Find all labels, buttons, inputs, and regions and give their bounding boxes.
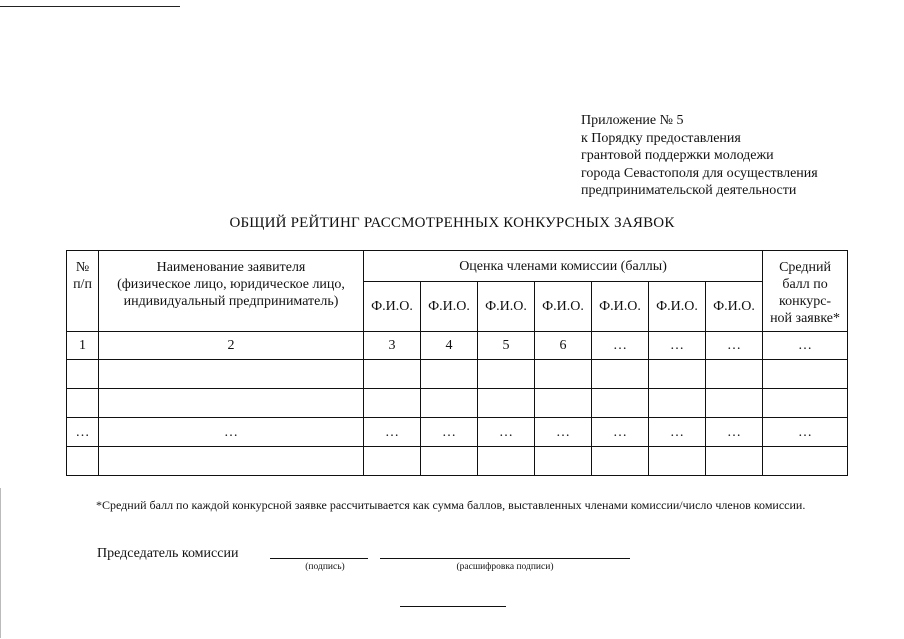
table-cell: 4 xyxy=(421,332,478,360)
top-rule xyxy=(0,6,180,7)
appendix-line: Приложение № 5 xyxy=(581,113,684,128)
table-cell: … xyxy=(763,332,848,360)
table-cell xyxy=(421,360,478,389)
table-cell xyxy=(99,389,364,418)
table-cell xyxy=(649,389,706,418)
header-fio-cell: Ф.И.О. xyxy=(478,282,535,332)
table-cell xyxy=(67,389,99,418)
table-row-ellipsis xyxy=(67,418,848,447)
table-cell: … xyxy=(592,332,649,360)
header-applicant-line: индивидуальный предприниматель) xyxy=(123,294,339,309)
signature-decode-caption: (расшифровка подписи) xyxy=(456,562,554,572)
header-applicant-line: (физическое лицо, юридическое лицо, xyxy=(117,277,345,292)
chair-label: Председатель комиссии xyxy=(97,546,239,561)
table-cell xyxy=(763,389,848,418)
table-cell xyxy=(592,447,649,476)
header-number-line: № xyxy=(75,260,90,275)
table-cell xyxy=(67,447,99,476)
appendix-line: к Порядку предоставления xyxy=(581,130,741,146)
header-fio-cell: Ф.И.О. xyxy=(364,282,421,332)
table-cell: 3 xyxy=(364,332,421,360)
header-average-line: конкурс- xyxy=(779,294,832,309)
table-cell xyxy=(364,389,421,418)
table-row xyxy=(67,360,848,389)
table-cell: 6 xyxy=(535,332,592,360)
header-average-cell xyxy=(763,251,848,332)
table-cell: 2 xyxy=(99,332,364,360)
header-fio-cell: Ф.И.О. xyxy=(706,282,763,332)
header-fio-cell: Ф.И.О. xyxy=(535,282,592,332)
table-cell: … xyxy=(649,418,706,447)
table-cell xyxy=(535,360,592,389)
header-fio-cell: Ф.И.О. xyxy=(592,282,649,332)
appendix-line: города Севастополя для осуществления xyxy=(581,165,818,181)
table-cell xyxy=(763,447,848,476)
table-cell xyxy=(706,360,763,389)
table-row xyxy=(67,389,848,418)
table-cell xyxy=(421,447,478,476)
table-cell xyxy=(364,360,421,389)
header-applicant-line: Наименование заявителя xyxy=(156,260,306,275)
header-fio-cell: Ф.И.О. xyxy=(649,282,706,332)
table-cell xyxy=(478,447,535,476)
table-cell xyxy=(364,447,421,476)
appendix-line: грантовой поддержки молодежи xyxy=(581,148,774,163)
table-cell xyxy=(67,360,99,389)
table-cell: … xyxy=(763,418,848,447)
rating-table xyxy=(66,250,848,476)
header-average-line: Средний xyxy=(779,260,832,275)
table-cell: … xyxy=(706,418,763,447)
table-cell: … xyxy=(99,418,364,447)
table-cell: … xyxy=(421,418,478,447)
table-cell xyxy=(478,389,535,418)
table-cell xyxy=(592,389,649,418)
header-number-line: п/п xyxy=(73,277,92,292)
table-cell xyxy=(706,447,763,476)
signature-line xyxy=(270,558,368,559)
footnote: *Средний балл по каждой конкурсной заявке рассчитывается как сумма баллов, выставленных членами комиссии/число членов комиссии. xyxy=(96,498,806,512)
table-cell: 1 xyxy=(67,332,99,360)
bottom-rule xyxy=(400,606,506,607)
table-row xyxy=(67,447,848,476)
header-applicant-cell xyxy=(99,251,364,332)
scan-edge-mark xyxy=(0,488,1,638)
document-title: ОБЩИЙ РЕЙТИНГ РАССМОТРЕННЫХ КОНКУРСНЫХ ЗАЯВОК xyxy=(229,215,675,231)
table-cell xyxy=(99,360,364,389)
appendix-line: предпринимательской деятельности xyxy=(581,183,797,198)
table-cell: … xyxy=(364,418,421,447)
table-cell: … xyxy=(67,418,99,447)
header-number-cell xyxy=(67,251,99,332)
header-average-line: ной заявке* xyxy=(770,311,841,326)
table-cell xyxy=(535,447,592,476)
table-cell xyxy=(478,360,535,389)
table-cell xyxy=(592,360,649,389)
table-cell xyxy=(535,389,592,418)
header-average-line: балл по xyxy=(782,277,828,292)
signature-caption: (подпись) xyxy=(305,562,345,572)
table-cell xyxy=(649,360,706,389)
signature-decode-line xyxy=(380,558,630,559)
table-cell: … xyxy=(535,418,592,447)
table-cell: 5 xyxy=(478,332,535,360)
table-cell xyxy=(99,447,364,476)
table-cell xyxy=(763,360,848,389)
table-cell: … xyxy=(592,418,649,447)
table-cell: … xyxy=(478,418,535,447)
table-cell xyxy=(706,389,763,418)
header-row xyxy=(67,251,848,282)
header-scores-cell: Оценка членами комиссии (баллы) xyxy=(364,251,763,282)
appendix-block xyxy=(581,112,891,200)
column-number-row xyxy=(67,332,848,360)
table-cell xyxy=(421,389,478,418)
table-cell xyxy=(649,447,706,476)
table-cell: … xyxy=(649,332,706,360)
header-fio-cell: Ф.И.О. xyxy=(421,282,478,332)
table-cell: … xyxy=(706,332,763,360)
